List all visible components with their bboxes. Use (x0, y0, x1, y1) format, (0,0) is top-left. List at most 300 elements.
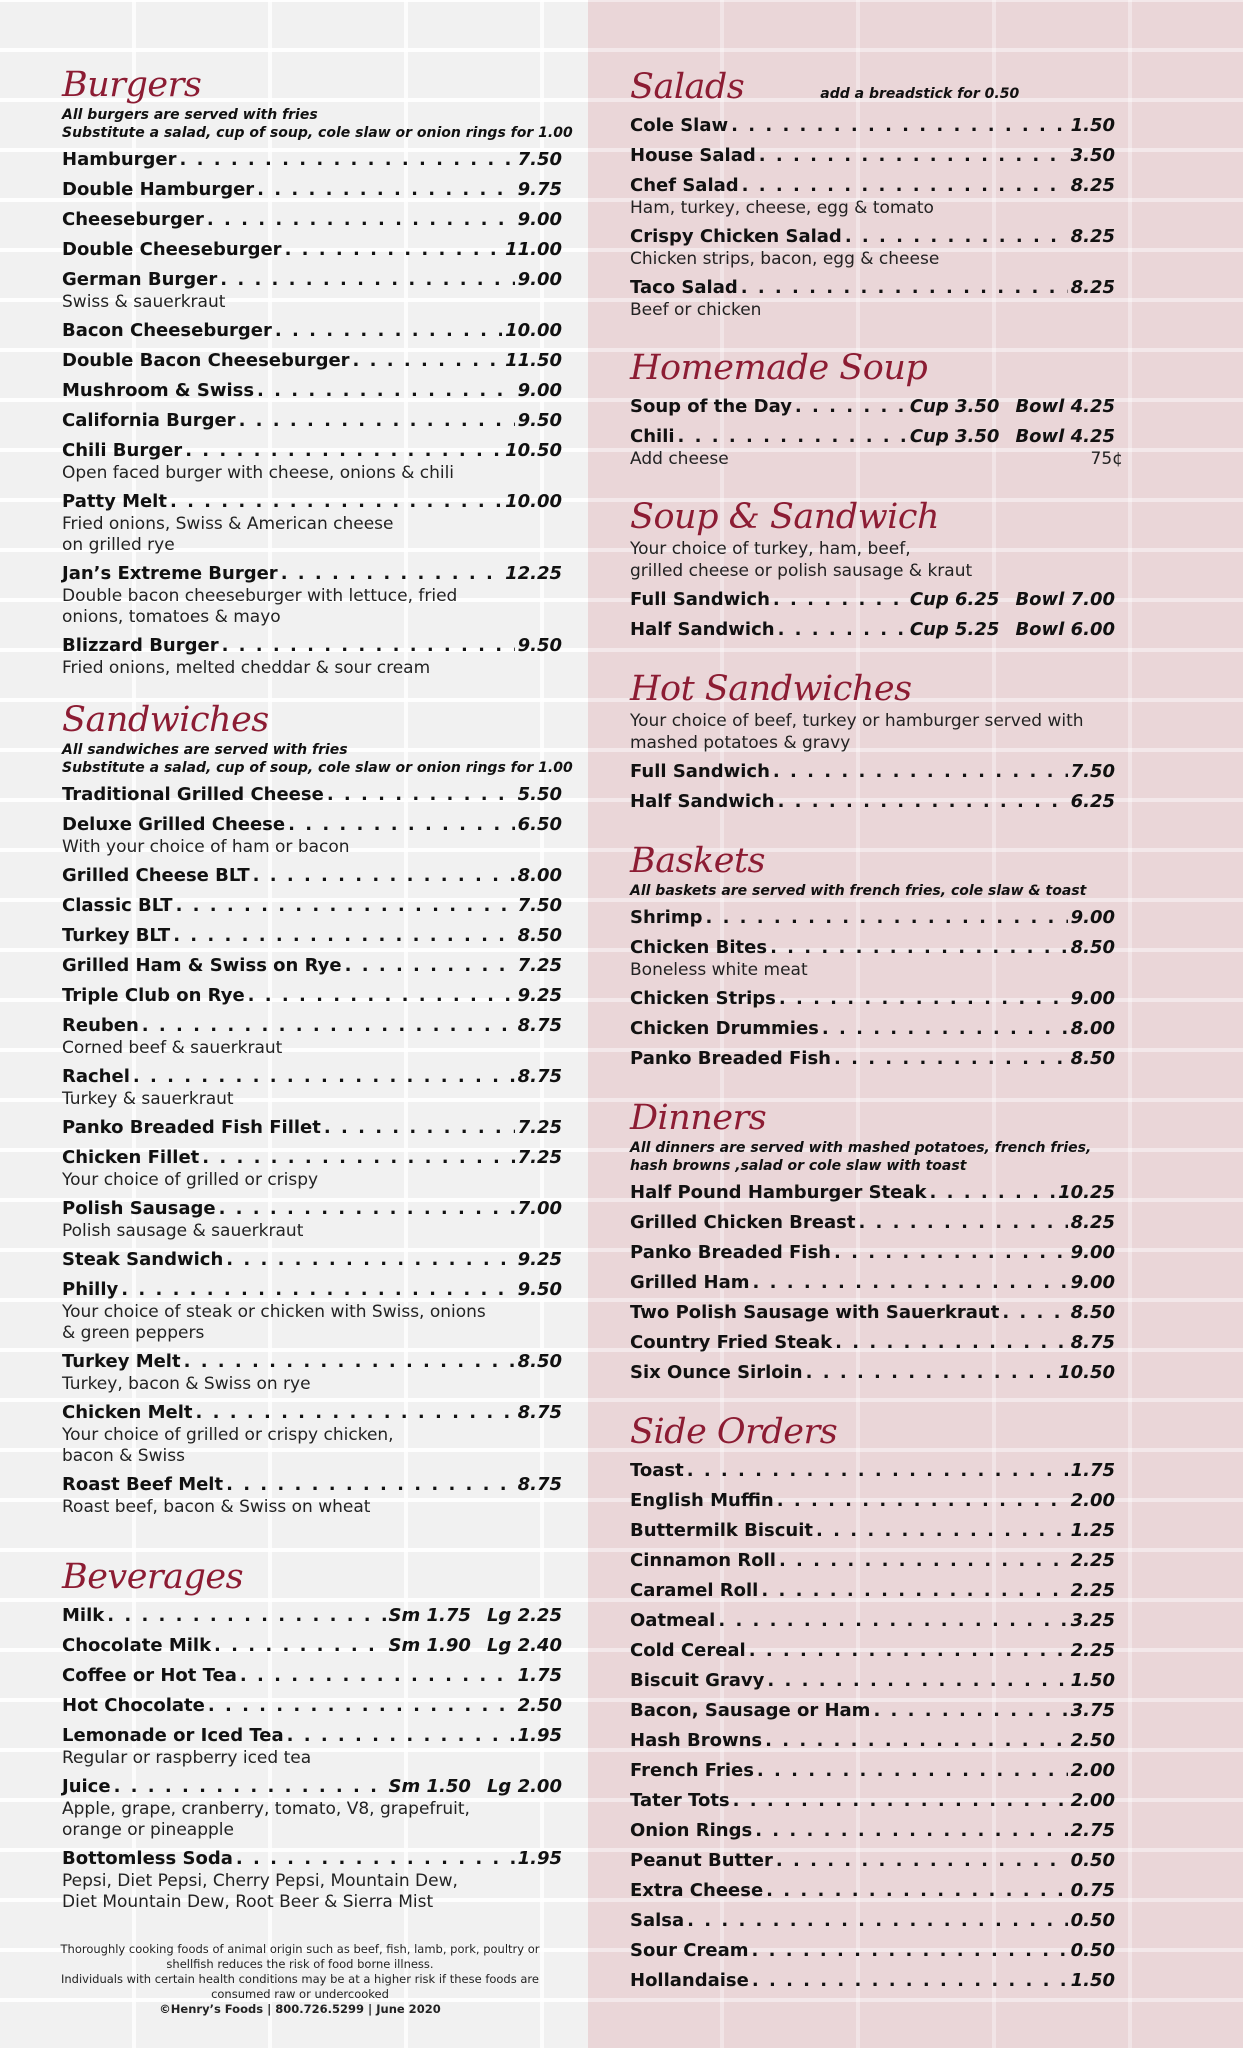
item-price: 9.25 (517, 985, 562, 1006)
item-price: 9.75 (517, 179, 562, 200)
menu-item (630, 225, 1243, 270)
item-price: 9.00 (517, 380, 562, 401)
dot-leader (845, 225, 1068, 249)
item-description: With your choice of ham or bacon (62, 837, 350, 857)
item-name: Bottomless Soda (62, 1848, 233, 1869)
item-price: 3.25 (1070, 1610, 1115, 1631)
item-description: Double bacon cheeseburger with lettuce, fried onions, tomatoes & mayo (62, 586, 458, 627)
item-name: Two Polish Sausage with Sauerkraut (630, 1302, 1000, 1323)
item-price: 1.25 (1070, 1520, 1115, 1541)
menu-item (62, 813, 588, 858)
item-name: Roast Beef Melt (62, 1474, 224, 1495)
item-name: Lemonade or Iced Tea (62, 1725, 284, 1746)
menu-item (630, 987, 1243, 1011)
menu-item-row (630, 225, 1115, 249)
item-price: 2.25 (1070, 1550, 1115, 1571)
section-title: Hot Sandwiches (630, 669, 912, 709)
item-name: Hollandaise (630, 1970, 749, 1991)
item-name: Full Sandwich (630, 589, 770, 610)
item-name: Chili Burger (62, 440, 183, 461)
item-name: Double Cheeseburger (62, 239, 282, 260)
dot-leader (207, 208, 515, 232)
item-name: Grilled Chicken Breast (630, 1212, 856, 1233)
item-name: Cinnamon Roll (630, 1550, 776, 1571)
menu-item-row (630, 1969, 1115, 1993)
item-price: 1.50 (1070, 1970, 1115, 1991)
menu-item (62, 783, 588, 807)
menu-item-row (62, 924, 562, 948)
dot-leader (687, 1459, 1068, 1483)
item-name: Grilled Ham & Swiss on Rye (62, 955, 342, 976)
item-description: Boneless white meat (630, 960, 808, 980)
credit-line: ©Henry’s Foods | 800.726.5299 | June 2020 (159, 2002, 441, 2016)
menu-item (630, 1729, 1243, 1753)
section-header (630, 1097, 1243, 1139)
item-price: 8.50 (1070, 1048, 1115, 1069)
item-name: Milk (62, 1605, 105, 1626)
item-price: 6.25 (1070, 791, 1115, 812)
menu-item (62, 349, 588, 373)
item-name: German Burger (62, 269, 218, 290)
section-baskets (630, 840, 1243, 1071)
dot-leader (327, 783, 515, 807)
item-price: 8.00 (1070, 1018, 1115, 1039)
item-name: Half Sandwich (630, 619, 775, 640)
menu-item (62, 562, 588, 628)
dot-leader (114, 1775, 386, 1799)
menu-item-row (630, 936, 1115, 960)
menu-item (62, 1197, 588, 1242)
item-price: 8.25 (1070, 226, 1115, 247)
menu-item (62, 1014, 588, 1059)
menu-item-row (62, 562, 562, 586)
item-description: Polish sausage & sauerkraut (62, 1221, 304, 1241)
item-description: Turkey, bacon & Swiss on rye (62, 1374, 311, 1394)
item-price: 10.25 (1058, 1182, 1115, 1203)
item-name: Cold Cereal (630, 1640, 746, 1661)
dot-leader (822, 1017, 1068, 1041)
menu-item (62, 1065, 588, 1110)
dot-leader (873, 1699, 1067, 1723)
item-description: Regular or raspberry iced tea (62, 1748, 312, 1768)
menu-item-row (62, 238, 562, 262)
item-name: Patty Melt (62, 491, 167, 512)
menu-item-row (62, 954, 562, 978)
item-name: Panko Breaded Fish (630, 1048, 831, 1069)
item-name: Mushroom & Swiss (62, 380, 255, 401)
item-price: 1.50 (1070, 1670, 1115, 1691)
menu-item (630, 1639, 1243, 1663)
menu-item-row (630, 1759, 1115, 1783)
section-title: Dinners (630, 1098, 767, 1138)
item-price: 8.50 (1070, 937, 1115, 958)
menu-item-row (62, 178, 562, 202)
item-price: 10.00 (505, 320, 562, 341)
item-price-large: Bowl 4.25 (1015, 426, 1115, 447)
menu-item (630, 1047, 1243, 1071)
item-price: 7.50 (1070, 761, 1115, 782)
dot-leader (753, 1271, 1068, 1295)
item-description: Open faced burger with cheese, onions & chili (62, 463, 455, 483)
menu-item-row (62, 1724, 562, 1748)
item-description: Turkey & sauerkraut (62, 1089, 234, 1109)
menu-item (630, 395, 1243, 419)
item-price: 1.95 (517, 1725, 562, 1746)
dot-leader (281, 562, 502, 586)
item-name: Buttermilk Biscuit (630, 1520, 814, 1541)
menu-item-row (630, 1181, 1115, 1205)
item-name: Chicken Strips (630, 988, 776, 1009)
menu-item-row (630, 1361, 1115, 1385)
dot-leader (779, 987, 1068, 1011)
item-name: Bacon Cheeseburger (62, 320, 272, 341)
item-price: 9.50 (517, 410, 562, 431)
dot-leader (765, 1729, 1067, 1753)
dot-leader (741, 276, 1068, 300)
dot-leader (742, 174, 1068, 198)
section-intro: Your choice of beef, turkey or hamburger served with mashed potatoes & gravy (630, 711, 1084, 753)
dot-leader (285, 238, 503, 262)
section-header (630, 668, 1243, 710)
dot-leader (142, 1014, 515, 1038)
dot-leader (778, 618, 907, 642)
section-burgers (62, 64, 588, 679)
menu-item-row (62, 1197, 562, 1221)
item-price: 6.50 (517, 814, 562, 835)
menu-item-row (62, 1065, 562, 1089)
menu-item-row (630, 1699, 1115, 1723)
dot-leader (749, 1639, 1068, 1663)
menu-item (630, 588, 1243, 612)
section-title: Homemade Soup (630, 348, 928, 388)
menu-item (630, 1331, 1243, 1355)
menu-item (630, 1017, 1243, 1041)
item-name: Steak Sandwich (62, 1249, 224, 1270)
item-price: 7.25 (517, 1147, 562, 1168)
menu-item-row (630, 1909, 1115, 1933)
item-name: Half Pound Hamburger Steak (630, 1182, 927, 1203)
menu-item-row (62, 984, 562, 1008)
item-description: Swiss & sauerkraut (62, 292, 226, 312)
dot-leader (353, 349, 503, 373)
menu-item (62, 1775, 588, 1841)
item-price: 3.75 (1070, 1700, 1115, 1721)
item-name: Coffee or Hot Tea (62, 1665, 237, 1686)
dot-leader (776, 1849, 1068, 1873)
section-aside-note: add a breadstick for 0.50 (820, 86, 1020, 102)
menu-item (630, 1241, 1243, 1265)
item-price: Cup 3.50 (909, 396, 1000, 417)
menu-item-row (62, 319, 562, 343)
menu-item-row (630, 1789, 1115, 1813)
menu-item-row (62, 409, 562, 433)
item-description: Roast beef, bacon & Swiss on wheat (62, 1497, 371, 1517)
menu-item-row (630, 276, 1115, 300)
dot-leader (731, 114, 1067, 138)
menu-item (630, 1361, 1243, 1385)
item-name: Philly (62, 1279, 119, 1300)
menu-item-row (630, 588, 1115, 612)
item-price: 10.00 (505, 491, 562, 512)
menu-item (62, 864, 588, 888)
item-price-large: Lg 2.40 (486, 1635, 562, 1656)
menu-item (630, 1909, 1243, 1933)
menu-item-row (62, 1350, 562, 1374)
menu-item (630, 1549, 1243, 1573)
dot-leader (226, 1473, 514, 1497)
dot-leader (773, 588, 907, 612)
item-price: 1.75 (517, 1665, 562, 1686)
dot-leader (752, 1969, 1068, 1993)
menu-item-row (630, 144, 1115, 168)
dot-leader (253, 864, 515, 888)
item-addon-price: 75¢ (1090, 449, 1123, 469)
item-name: Hot Chocolate (62, 1695, 205, 1716)
dot-leader (222, 634, 515, 658)
item-name: Cole Slaw (630, 115, 729, 136)
menu-item (630, 1669, 1243, 1693)
dot-leader (220, 268, 514, 292)
menu-item (630, 1609, 1243, 1633)
menu-item (630, 1301, 1243, 1325)
dot-leader (214, 1634, 386, 1658)
menu-item-row (630, 1729, 1115, 1753)
item-name: Turkey BLT (62, 925, 171, 946)
item-price-large: Bowl 4.25 (1015, 396, 1115, 417)
menu-item (630, 618, 1243, 642)
item-price: 2.25 (1070, 1580, 1115, 1601)
menu-item (62, 1847, 588, 1913)
menu-item (630, 144, 1243, 168)
item-description-row (630, 449, 1243, 470)
dot-leader (757, 1759, 1068, 1783)
dot-leader (795, 395, 907, 419)
menu-item-row (62, 1473, 562, 1497)
item-name: Traditional Grilled Cheese (62, 784, 324, 805)
menu-item (630, 1579, 1243, 1603)
item-name: Chicken Fillet (62, 1147, 200, 1168)
menu-item (62, 1724, 588, 1769)
item-price: 12.25 (505, 563, 562, 584)
menu-item (62, 1664, 588, 1688)
item-name: Caramel Roll (630, 1580, 759, 1601)
item-name: Classic BLT (62, 895, 173, 916)
menu-item-row (630, 1639, 1115, 1663)
dot-leader (176, 894, 515, 918)
dot-leader (240, 1664, 515, 1688)
item-price: 9.25 (517, 1249, 562, 1270)
menu-item-row (62, 490, 562, 514)
item-price: 8.75 (1070, 1332, 1115, 1353)
menu-item-row (62, 1248, 562, 1272)
item-price: Sm 1.50 (388, 1776, 471, 1797)
disclaimer (40, 1942, 560, 2017)
menu-item-row (630, 1271, 1115, 1295)
item-name: Country Fried Steak (630, 1332, 833, 1353)
item-price-large: Bowl 6.00 (1015, 619, 1115, 640)
item-name: Triple Club on Rye (62, 985, 245, 1006)
menu-item (630, 1271, 1243, 1295)
section-note: Substitute a salad, cup of soup, cole slaw or onion rings for 1.00 (62, 125, 573, 141)
section-note: All baskets are served with french fries, cole slaw & toast (630, 883, 1087, 899)
dot-leader (806, 1361, 1055, 1385)
item-name: Bacon, Sausage or Ham (630, 1700, 871, 1721)
item-price: 9.00 (1070, 907, 1115, 928)
menu-item (62, 1694, 588, 1718)
menu-item-row (62, 1847, 562, 1871)
item-price-large: Lg 2.00 (486, 1776, 562, 1797)
item-name: Salsa (630, 1910, 685, 1931)
item-price: 9.00 (1070, 988, 1115, 1009)
item-price: 2.75 (1070, 1820, 1115, 1841)
item-price: 2.25 (1070, 1640, 1115, 1661)
item-name: Six Ounce Sirloin (630, 1362, 803, 1383)
section-intro: Your choice of turkey, ham, beef, grilled cheese or polish sausage & kraut (630, 539, 973, 581)
menu-item-row (630, 1879, 1115, 1903)
disclaimer-line-1: Thoroughly cooking foods of animal origin such as beef, fish, lamb, pork, poultry or shellfish reduces the risk of food borne illness. (60, 1942, 540, 1971)
dot-leader (196, 1401, 515, 1425)
item-description: Ham, turkey, cheese, egg & tomato (630, 198, 934, 218)
item-price: 9.00 (517, 209, 562, 230)
menu-item (62, 984, 588, 1008)
item-price: 2.50 (1070, 1730, 1115, 1751)
item-description: Your choice of grilled or crispy (62, 1170, 319, 1190)
item-name: Chocolate Milk (62, 1635, 212, 1656)
item-name: Grilled Ham (630, 1272, 750, 1293)
menu-item-row (62, 349, 562, 373)
menu-item (630, 1211, 1243, 1235)
dot-leader (288, 813, 514, 837)
item-name: Blizzard Burger (62, 635, 219, 656)
menu-item (62, 178, 588, 202)
item-price: 2.50 (517, 1695, 562, 1716)
item-price: 8.25 (1070, 175, 1115, 196)
menu-item-row (630, 1579, 1115, 1603)
menu-item (630, 1699, 1243, 1723)
dot-leader (226, 1248, 514, 1272)
dot-leader (170, 490, 502, 514)
item-price: 8.50 (517, 1351, 562, 1372)
item-description: Fried onions, Swiss & American cheese on grilled rye (62, 514, 394, 555)
menu-item (62, 1401, 588, 1467)
item-price: 1.75 (1070, 1460, 1115, 1481)
section-dinners (630, 1097, 1243, 1385)
menu-item-row (62, 1604, 562, 1628)
dot-leader (1002, 1301, 1067, 1325)
menu-item (62, 894, 588, 918)
menu-item (630, 114, 1243, 138)
dot-leader (687, 1909, 1067, 1933)
section-title: Side Orders (630, 1412, 838, 1452)
menu-item-row (62, 1634, 562, 1658)
menu-item (62, 1604, 588, 1628)
item-description: Chicken strips, bacon, egg & cheese (630, 249, 940, 269)
dot-leader (930, 1181, 1056, 1205)
item-name: Double Hamburger (62, 179, 255, 200)
dot-leader (202, 1146, 514, 1170)
section-note: All sandwiches are served with fries (62, 742, 348, 758)
item-name: French Fries (630, 1760, 754, 1781)
item-name: Toast (630, 1460, 684, 1481)
menu-item-row (630, 1669, 1115, 1693)
item-name: Taco Salad (630, 277, 738, 298)
menu-item-row (62, 268, 562, 292)
menu-item (62, 1634, 588, 1658)
menu-item (62, 439, 588, 484)
item-price: 2.00 (1070, 1490, 1115, 1511)
item-name: Chicken Bites (630, 937, 768, 958)
menu-item-row (630, 1819, 1115, 1843)
dot-leader (219, 1197, 515, 1221)
section-header (630, 347, 1243, 389)
menu-item (630, 425, 1243, 470)
dot-leader (816, 1519, 1068, 1543)
item-price: Sm 1.75 (388, 1605, 471, 1626)
menu-item (62, 954, 588, 978)
menu-item (62, 268, 588, 313)
dot-leader (275, 319, 502, 343)
dot-leader (773, 760, 1068, 784)
item-price: 8.25 (1070, 277, 1115, 298)
item-name: Crispy Chicken Salad (630, 226, 842, 247)
section-note: Substitute a salad, cup of soup, cole slaw or onion rings for 1.00 (62, 760, 573, 776)
menu-item-row (62, 379, 562, 403)
menu-item-row (630, 1047, 1115, 1071)
menu-item-row (62, 1664, 562, 1688)
item-name: California Burger (62, 410, 236, 431)
menu-item-row (62, 813, 562, 837)
item-name: Half Sandwich (630, 791, 775, 812)
menu-item-row (630, 1211, 1115, 1235)
menu-item-row (62, 1401, 562, 1425)
item-name: Chili (630, 426, 675, 447)
menu-item-row (630, 1017, 1115, 1041)
item-price-large: Lg 2.25 (486, 1605, 562, 1626)
item-price: 5.50 (517, 784, 562, 805)
menu-item-row (62, 1014, 562, 1038)
item-name: Turkey Melt (62, 1351, 181, 1372)
section-title: Baskets (630, 841, 765, 881)
menu-item-row (62, 1116, 562, 1140)
dot-leader (705, 906, 1067, 930)
dot-leader (257, 178, 514, 202)
menu-item-row (630, 1241, 1115, 1265)
menu-item (630, 790, 1243, 814)
item-name: Deluxe Grilled Cheese (62, 814, 286, 835)
menu-item (62, 1116, 588, 1140)
menu-item (630, 906, 1243, 930)
menu-item (62, 634, 588, 679)
menu-item-row (62, 783, 562, 807)
item-price: 8.50 (517, 925, 562, 946)
item-price: 7.50 (517, 149, 562, 170)
item-price: 8.75 (517, 1015, 562, 1036)
item-name: Panko Breaded Fish (630, 1242, 831, 1263)
menu-item-row (630, 174, 1115, 198)
dot-leader (236, 1847, 515, 1871)
item-price: 1.95 (517, 1848, 562, 1869)
item-description: Your choice of grilled or crispy chicken, bacon & Swiss (62, 1425, 394, 1466)
item-price: 3.50 (1070, 145, 1115, 166)
item-name: Biscuit Gravy (630, 1670, 765, 1691)
section-note: All burgers are served with fries (62, 107, 318, 123)
item-price: Cup 3.50 (909, 426, 1000, 447)
menu-item-row (62, 864, 562, 888)
menu-item (630, 760, 1243, 784)
menu-item (630, 174, 1243, 219)
item-name: Peanut Butter (630, 1850, 773, 1871)
item-price: 9.50 (517, 635, 562, 656)
